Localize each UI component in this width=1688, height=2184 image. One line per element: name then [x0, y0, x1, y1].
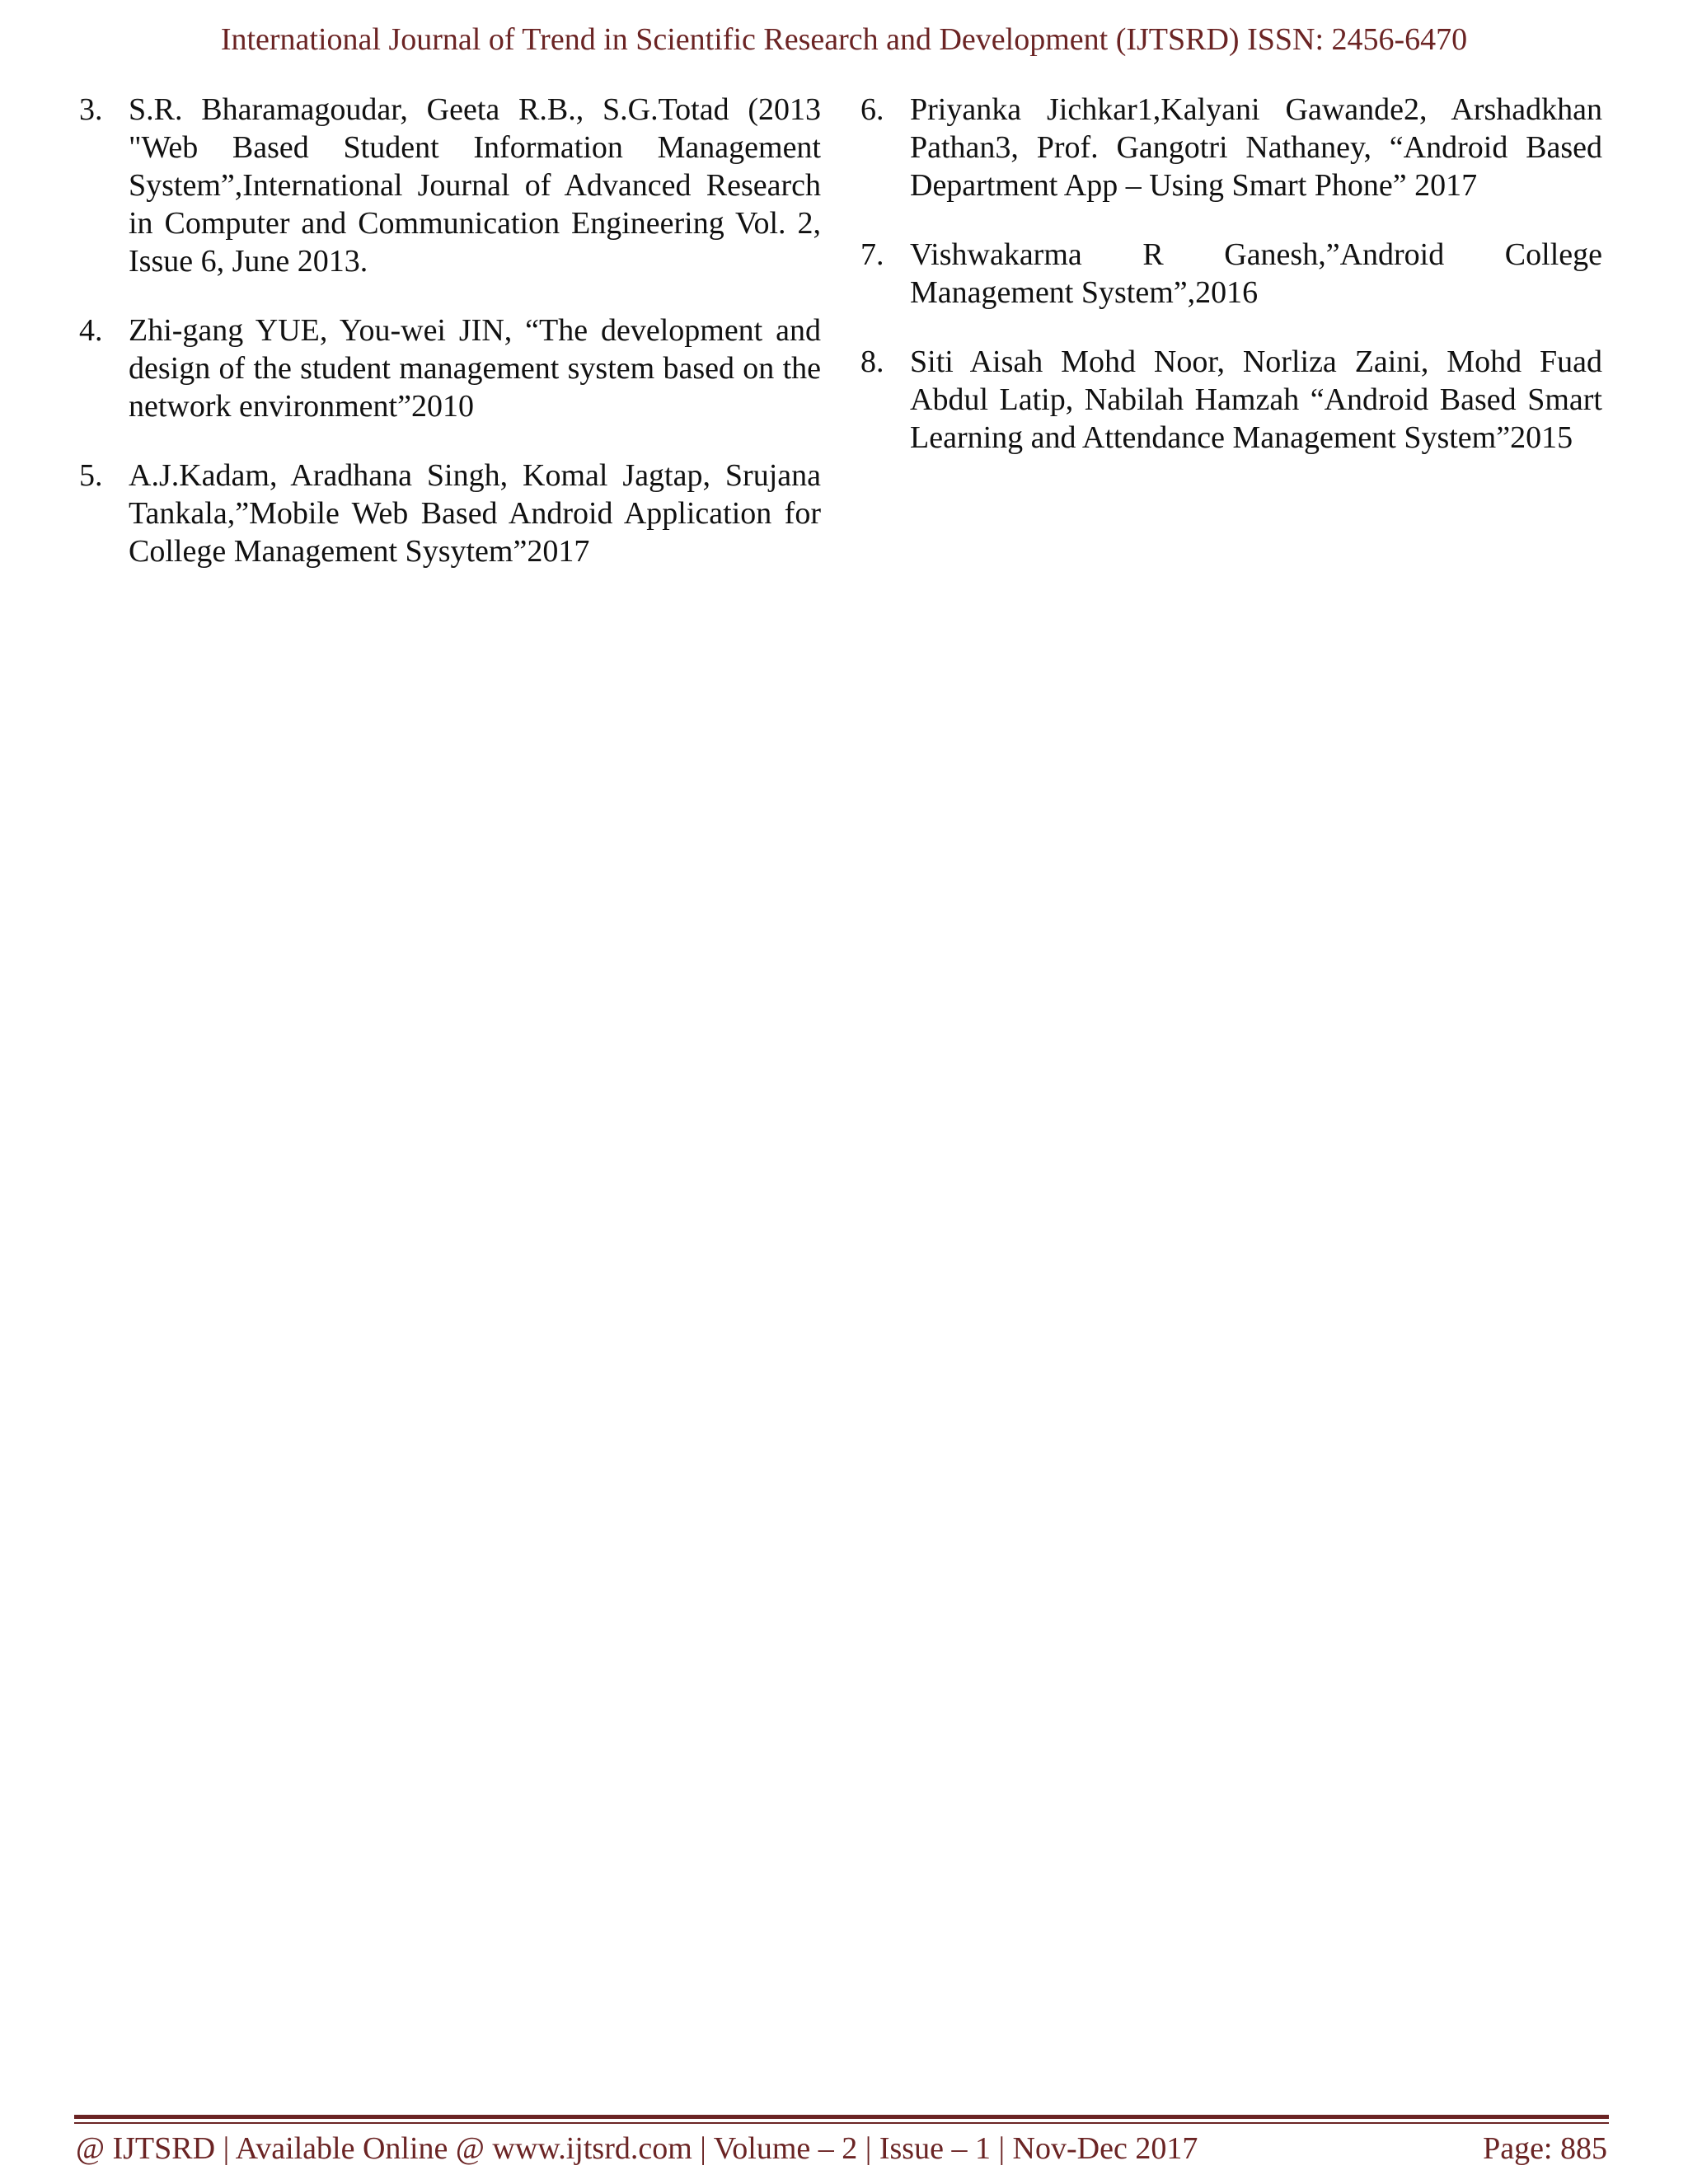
page-footer [76, 2130, 1607, 2172]
footer-divider-thin [74, 2122, 1609, 2124]
reference-item-6 [860, 91, 1602, 204]
references-right-column [860, 91, 1602, 488]
reference-item-3 [79, 91, 821, 280]
reference-text: A.J.Kadam, Aradhana Singh, Komal Jagtap, Srujana Tankala,”Mobile Web Based Android Application for College Management Sysytem”2017 [129, 458, 821, 569]
reference-item-7 [860, 236, 1602, 312]
reference-text: Siti Aisah Mohd Noor, Norliza Zaini, Mohd Fuad Abdul Latip, Nabilah Hamzah “Android Based Smart Learning and Attendance Management System”2015 [910, 344, 1602, 455]
reference-number: 4. [79, 313, 103, 348]
reference-text: Vishwakarma R Ganesh,”Android College Management System”,2016 [910, 237, 1602, 310]
reference-item-8 [860, 343, 1602, 457]
reference-text: Zhi-gang YUE, You-wei JIN, “The development and design of the student management system based on the network environment”2010 [129, 313, 821, 424]
reference-item-5 [79, 457, 821, 570]
reference-number: 7. [860, 237, 884, 272]
reference-list-right [860, 91, 1602, 457]
reference-item-4 [79, 312, 821, 425]
reference-text: S.R. Bharamagoudar, Geeta R.B., S.G.Totad (2013 "Web Based Student Information Management System”,International Journal of Advanced Research in Computer and Communication Engineering Vol. 2, Issue 6, June 2013. [129, 92, 821, 279]
reference-number: 5. [79, 458, 103, 493]
footer-publication-info: @ IJTSRD | Available Online @ www.ijtsrd.com | Volume – 2 | Issue – 1 | Nov-Dec 2017 [76, 2131, 1198, 2166]
reference-number: 6. [860, 92, 884, 127]
reference-number: 3. [79, 92, 103, 127]
footer-divider [74, 2115, 1609, 2119]
reference-text: Priyanka Jichkar1,Kalyani Gawande2, Arshadkhan Pathan3, Prof. Gangotri Nathaney, “Android Based Department App – Using Smart Phone” 2017 [910, 92, 1602, 203]
reference-list-left [79, 91, 821, 570]
references-left-column [79, 91, 821, 602]
running-header: International Journal of Trend in Scientific Research and Development (IJTSRD) ISSN: 2456-6470 [220, 22, 1468, 57]
page-number: Page: 885 [1483, 2131, 1607, 2166]
reference-number: 8. [860, 344, 884, 379]
